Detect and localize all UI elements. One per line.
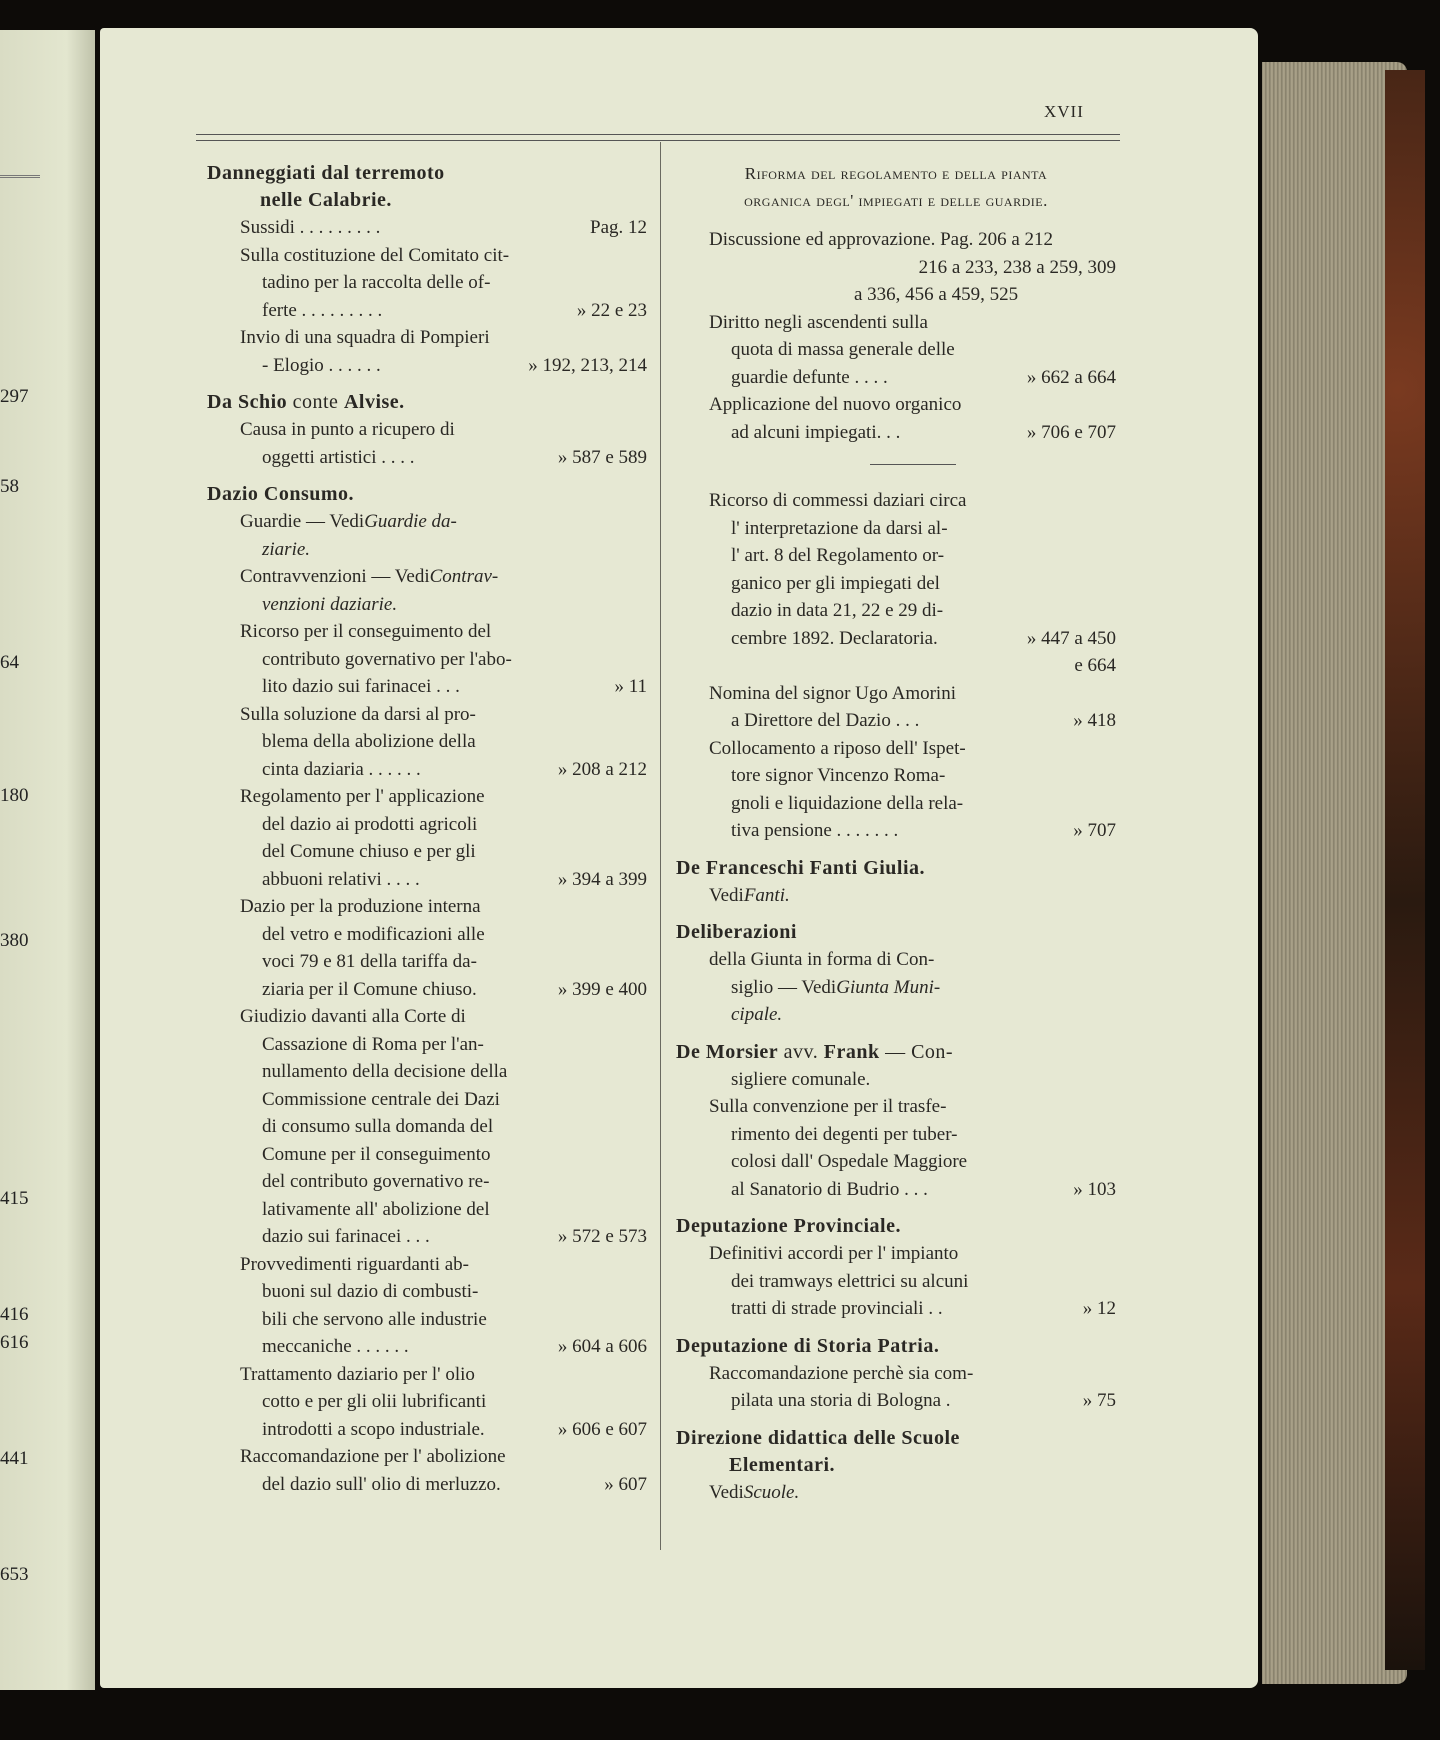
entry-heading: organica degl' impiegati e delle guardie. <box>744 191 1048 210</box>
index-line: 216 a 233, 238 a 259, 309 <box>918 256 1116 278</box>
entry-body <box>676 1066 1116 1204</box>
index-line: Sulla costituzione del Comitato cit- <box>240 244 510 266</box>
index-line: cinta daziaria . . . . . . » 208 a 212 <box>262 758 647 780</box>
index-line: colosi dall' Ospedale Maggiore <box>731 1151 968 1172</box>
entry-heading: Riforma del regolamento e della pianta <box>744 164 1048 183</box>
index-line: Raccomandazione per l' abolizione <box>240 1446 506 1467</box>
index-line: siglio — Vedi Giunta Muni- <box>731 976 941 998</box>
entry-heading: Deputazione di Storia Patria. <box>676 1334 940 1357</box>
index-line: meccaniche . . . . . . » 604 a 606 <box>262 1336 647 1357</box>
index-line: ziarie. <box>262 538 311 560</box>
entry-dazio-consumo <box>207 481 647 1498</box>
index-line: Trattamento daziario per l' olio <box>240 1363 475 1385</box>
index-line: Sussidi . . . . . . . . . Pag. 12 <box>240 217 647 238</box>
index-line: l' interpretazione da darsi al- <box>731 517 948 539</box>
entry-heading: Dazio Consumo. <box>207 483 355 505</box>
index-line: Comune per il conseguimento <box>262 1143 491 1165</box>
index-line: buoni sul dazio di combusti- <box>262 1281 479 1302</box>
index-line: al Sanatorio di Budrio . . . » 103 <box>731 1178 1116 1200</box>
prev-page-number: 180 <box>0 785 29 806</box>
prev-page-number: 64 <box>0 652 19 673</box>
prev-page-number: 380 <box>0 930 29 951</box>
left-column <box>207 160 647 1508</box>
entry-da-schio <box>207 389 647 471</box>
index-line: Ricorso per il conseguimento del <box>240 621 492 642</box>
index-line: rimento dei degenti per tuber- <box>731 1123 958 1145</box>
index-line: ad alcuni impiegati. . . » 706 e 707 <box>731 421 1116 443</box>
index-line: Cassazione di Roma per l'an- <box>262 1033 484 1055</box>
index-line: lativamente all' abolizione del <box>262 1198 490 1220</box>
entry-deliberazioni <box>676 919 1116 1029</box>
prev-page-number: 297 <box>0 386 29 407</box>
index-line: Vedi Fanti. <box>709 884 790 906</box>
index-line: Giudizio davanti alla Corte di <box>240 1006 466 1027</box>
index-line: voci 79 e 81 della tariffa da- <box>262 951 477 972</box>
page-folio: XVII <box>1044 102 1084 121</box>
index-line: tiva pensione . . . . . . . » 707 <box>731 820 1116 841</box>
entry-body <box>676 1479 1116 1507</box>
index-line: Raccomandazione perchè sia com- <box>709 1362 974 1384</box>
index-line: del dazio sull' olio di merluzzo. » 607 <box>262 1473 647 1495</box>
header-double-rule <box>196 134 1120 141</box>
section-rule <box>870 464 956 465</box>
index-line: Ricorso di commessi daziari circa <box>709 490 967 511</box>
index-line: Applicazione del nuovo organico <box>709 394 962 415</box>
index-line: Commissione centrale dei Dazi <box>262 1088 500 1110</box>
prev-page-number: 58 <box>0 476 19 497</box>
entry-heading: Deputazione Provinciale. <box>676 1215 901 1237</box>
entry-deputazione-storia <box>676 1333 1116 1415</box>
index-line: Discussione ed approvazione. Pag. 206 a 212 <box>709 229 1054 250</box>
entry-danneggiati <box>207 160 647 379</box>
index-line: a Direttore del Dazio . . . » 418 <box>731 710 1116 731</box>
index-line: Diritto negli ascendenti sulla <box>709 311 928 333</box>
index-line: Causa in punto a ricupero di <box>240 419 455 440</box>
entry-body <box>676 1360 1116 1415</box>
entry-de-morsier <box>676 1039 1116 1204</box>
entry-direzione-didattica <box>676 1425 1116 1507</box>
entry-deputazione-provinciale <box>676 1213 1116 1323</box>
index-line: Invio di una squadra di Pompieri <box>240 327 490 348</box>
index-line: di consumo sulla domanda del <box>262 1116 494 1137</box>
index-line: tratti di strade provinciali . . » 12 <box>731 1298 1116 1319</box>
index-line: introdotti a scopo industriale. » 606 e 607 <box>262 1418 647 1440</box>
index-line: Dazio per la produzione interna <box>240 896 481 917</box>
entry-body <box>676 226 1116 845</box>
index-line: venzioni daziarie. <box>262 593 398 615</box>
entry-body <box>207 214 647 379</box>
index-line: Definitivi accordi per l' impianto <box>709 1243 959 1264</box>
index-line: del contributo governativo re- <box>262 1171 490 1192</box>
prev-page-number: 616 <box>0 1332 29 1353</box>
entry-body <box>676 946 1116 1029</box>
index-line: Regolamento per l' applicazione <box>240 786 485 807</box>
book-cover-edge <box>1385 70 1425 1670</box>
index-line: quota di massa generale delle <box>731 339 955 360</box>
index-line: cotto e per gli olii lubrificanti <box>262 1391 487 1412</box>
right-column <box>676 160 1116 1516</box>
index-line: tadino per la raccolta delle of- <box>262 272 491 293</box>
index-line: gnoli e liquidazione della rela- <box>731 792 964 814</box>
entry-riforma <box>676 160 1116 845</box>
entry-body <box>207 508 647 1498</box>
index-line: sigliere comunale. <box>731 1068 871 1090</box>
index-line: ferte . . . . . . . . . » 22 e 23 <box>262 299 647 321</box>
prev-page-number: 653 <box>0 1564 29 1585</box>
index-line: del dazio ai prodotti agricoli <box>262 813 478 835</box>
index-line: pilata una storia di Bologna . » 75 <box>731 1390 1116 1411</box>
index-line: della Giunta in forma di Con- <box>709 949 935 970</box>
index-line: contributo governativo per l'abo- <box>262 648 512 670</box>
index-line: ganico per gli impiegati del <box>731 572 940 594</box>
index-line: del Comune chiuso e per gli <box>262 841 476 862</box>
previous-page-margin <box>0 30 95 1690</box>
index-line: dazio in data 21, 22 e 29 di- <box>731 600 944 621</box>
index-line: - Elogio . . . . . . » 192, 213, 214 <box>262 354 647 376</box>
entry-de-franceschi <box>676 855 1116 910</box>
prev-page-rule <box>0 175 40 178</box>
entry-heading: Deliberazioni <box>676 921 797 943</box>
index-line: Contravvenzioni — Vedi Contrav- <box>240 566 499 587</box>
index-line: tore signor Vincenzo Roma- <box>731 765 946 786</box>
index-line: dazio sui farinacei . . . » 572 e 573 <box>262 1226 647 1247</box>
index-line: dei tramways elettrici su alcuni <box>731 1270 969 1292</box>
index-line: cembre 1892. Declaratoria. » 447 a 450 <box>731 627 1116 649</box>
index-line: bili che servono alle industrie <box>262 1308 487 1330</box>
index-line: Sulla soluzione da darsi al pro- <box>240 703 476 725</box>
entry-heading: Da Schio conte Alvise. <box>207 391 405 413</box>
entry-heading: De Morsier avv. Frank — Con- <box>676 1040 954 1063</box>
index-line: Nomina del signor Ugo Amorini <box>709 682 956 704</box>
index-line: l' art. 8 del Regolamento or- <box>731 545 945 566</box>
prev-page-number: 416 <box>0 1304 29 1325</box>
index-line: Collocamento a riposo dell' Ispet- <box>709 737 966 759</box>
index-line: Provvedimenti riguardanti ab- <box>240 1253 469 1275</box>
index-line: del vetro e modificazioni alle <box>262 923 485 945</box>
index-line: Sulla convenzione per il trasfe- <box>709 1096 947 1117</box>
entry-heading: Direzione didattica delle Scuole Elementari. <box>676 1426 960 1476</box>
index-line: Vedi Scuole. <box>709 1481 800 1503</box>
index-line: guardie defunte . . . . » 662 a 664 <box>731 366 1116 388</box>
entry-heading: De Franceschi Fanti Giulia. <box>676 856 926 879</box>
index-line: e 664 <box>1074 655 1116 676</box>
entry-body <box>676 882 1116 910</box>
entry-body <box>676 1240 1116 1323</box>
column-divider <box>660 142 661 1550</box>
index-line: ziaria per il Comune chiuso. » 399 e 400 <box>262 978 647 1000</box>
prev-page-number: 415 <box>0 1188 29 1209</box>
entry-heading: Danneggiati dal terremoto nelle Calabrie. <box>207 162 445 211</box>
index-line: lito dazio sui farinacei . . . » 11 <box>262 676 647 697</box>
index-line: oggetti artistici . . . . » 587 e 589 <box>262 446 647 468</box>
index-line: nullamento della decisione della <box>262 1061 508 1082</box>
prev-page-number: 441 <box>0 1448 29 1469</box>
index-line: blema della abolizione della <box>262 731 476 752</box>
index-line: cipale. <box>731 1004 783 1025</box>
index-line: a 336, 456 a 459, 525 <box>854 284 1019 305</box>
entry-body <box>207 416 647 471</box>
index-line: Guardie — Vedi Guardie da- <box>240 511 457 532</box>
index-line: abbuoni relativi . . . . » 394 a 399 <box>262 868 647 890</box>
